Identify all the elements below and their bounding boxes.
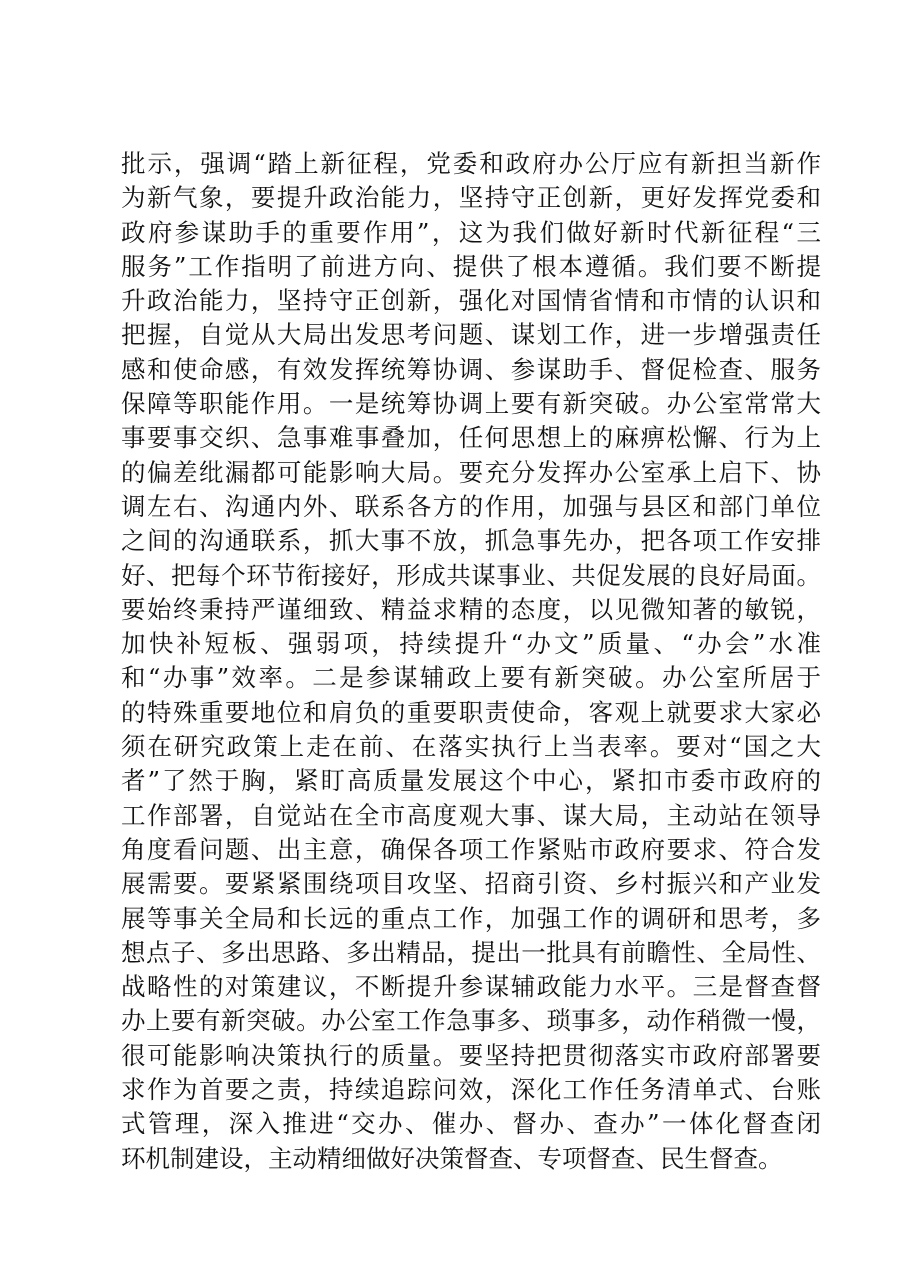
text-line: 者”了然于胸，紧盯高质量发展这个中心，紧扣市委市政府的 bbox=[121, 766, 821, 796]
text-line: 好、把每个环节衔接好，形成共谋事业、共促发展的良好局面。 bbox=[121, 560, 821, 590]
text-line: 很可能影响决策执行的质量。要坚持把贯彻落实市政府部署要 bbox=[121, 1040, 821, 1070]
text-line: 的特殊重要地位和肩负的重要职责使命，客观上就要求大家必 bbox=[121, 697, 821, 727]
text-line: 调左右、沟通内外、联系各方的作用，加强与县区和部门单位 bbox=[121, 491, 821, 521]
text-line: 求作为首要之责，持续追踪问效，深化工作任务清单式、台账 bbox=[121, 1075, 821, 1105]
text-line: 升政治能力，坚持守正创新，强化对国情省情和市情的认识和 bbox=[121, 286, 821, 316]
text-line: 角度看问题、出主意，确保各项工作紧贴市政府要求、符合发 bbox=[121, 834, 821, 864]
text-line: 之间的沟通联系，抓大事不放，抓急事先办，把各项工作安排 bbox=[121, 526, 821, 556]
text-line: 想点子、多出思路、多出精品，提出一批具有前瞻性、全局性、 bbox=[121, 937, 821, 967]
text-line: 和“办事”效率。二是参谋辅政上要有新突破。办公室所居于 bbox=[121, 663, 821, 693]
text-line: 展等事关全局和长远的重点工作，加强工作的调研和思考，多 bbox=[121, 903, 821, 933]
text-line: 战略性的对策建议，不断提升参谋辅政能力水平。三是督查督 bbox=[121, 972, 821, 1002]
text-line: 把握，自觉从大局出发思考问题、谋划工作，进一步增强责任 bbox=[121, 320, 821, 350]
text-line: 式管理，深入推进“交办、催办、督办、查办”一体化督查闭 bbox=[121, 1109, 821, 1139]
text-line: 感和使命感，有效发挥统筹协调、参谋助手、督促检查、服务 bbox=[121, 354, 821, 384]
text-line: 加快补短板、强弱项，持续提升“办文”质量、“办会”水准 bbox=[121, 629, 821, 659]
body-paragraph bbox=[121, 147, 821, 1176]
text-line: 批示，强调“踏上新征程，党委和政府办公厅应有新担当新作 bbox=[121, 149, 821, 178]
text-line: 展需要。要紧紧围绕项目攻坚、招商引资、乡村振兴和产业发 bbox=[121, 869, 821, 899]
text-line: 为新气象，要提升政治能力，坚持守正创新，更好发挥党委和 bbox=[121, 183, 821, 213]
text-line: 的偏差纰漏都可能影响大局。要充分发挥办公室承上启下、协 bbox=[121, 457, 821, 487]
text-line: 工作部署，自觉站在全市高度观大事、谋大局，主动站在领导 bbox=[121, 800, 821, 830]
text-line: 办上要有新突破。办公室工作急事多、琐事多，动作稍微一慢， bbox=[121, 1006, 821, 1036]
text-line: 事要事交织、急事难事叠加，任何思想上的麻痹松懈、行为上 bbox=[121, 423, 821, 453]
text-line: 政府参谋助手的重要作用”，这为我们做好新时代新征程“三 bbox=[121, 217, 821, 247]
text-line: 须在研究政策上走在前、在落实执行上当表率。要对“国之大 bbox=[121, 732, 821, 762]
text-line: 服务”工作指明了前进方向、提供了根本遵循。我们要不断提 bbox=[121, 251, 821, 281]
text-line: 要始终秉持严谨细致、精益求精的态度，以见微知著的敏锐， bbox=[121, 594, 821, 624]
text-line: 环机制建设，主动精细做好决策督查、专项督查、民生督查。 bbox=[121, 1143, 783, 1173]
text-line: 保障等职能作用。一是统筹协调上要有新突破。办公室常常大 bbox=[121, 389, 821, 419]
